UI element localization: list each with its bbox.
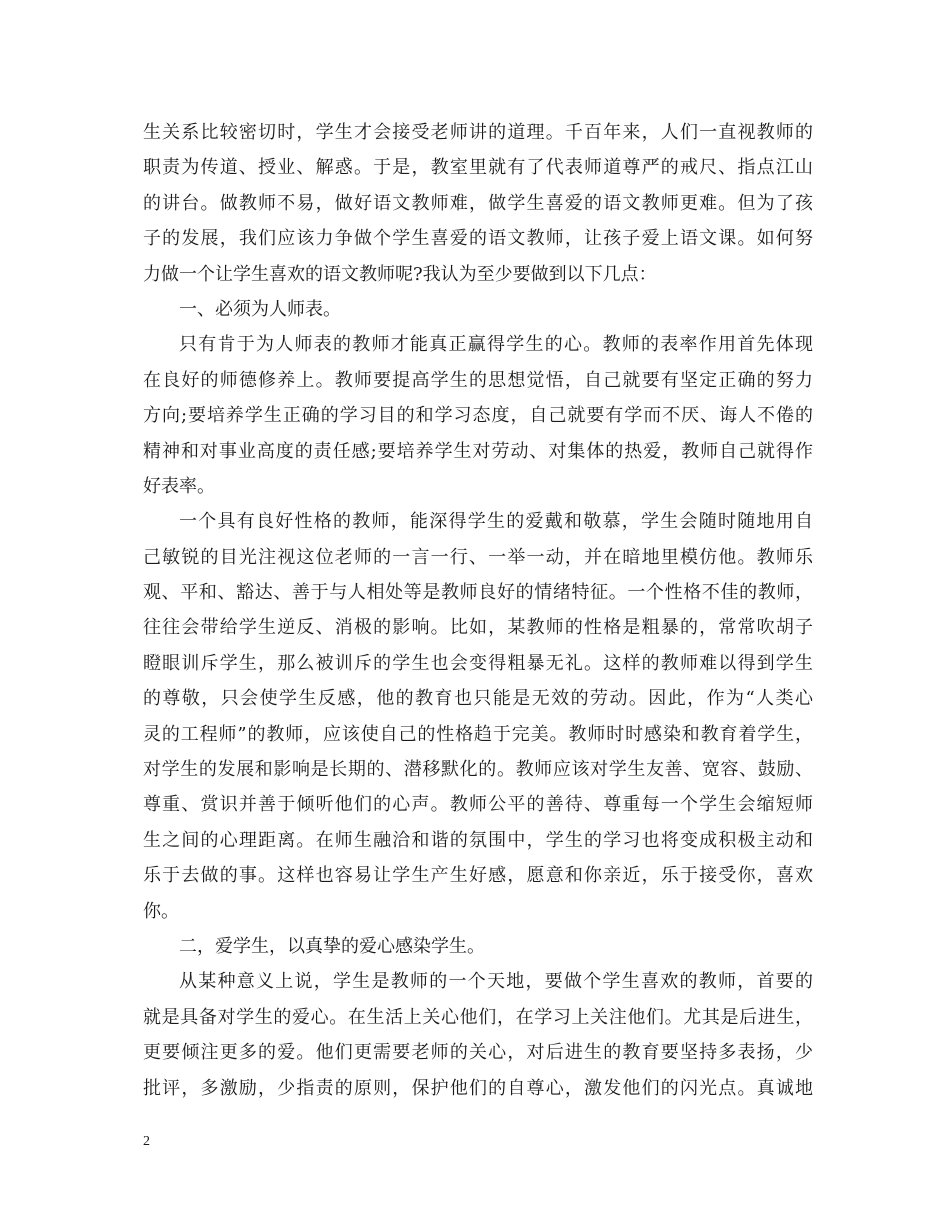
body-text — [143, 115, 813, 1106]
text-line: 只有肯于为人师表的教师才能真正赢得学生的心。教师的表率作用首先体现 — [179, 334, 813, 356]
text-line: 己敏锐的目光注视这位老师的一言一行、一举一动，并在暗地里模仿他。教师乐 — [143, 546, 813, 568]
text-line: 你。 — [143, 900, 179, 922]
text-line: 一、必须为人师表。 — [179, 298, 341, 320]
text-line: 精神和对事业高度的责任感;要培养学生对劳动、对集体的热爱，教师自己就得作 — [143, 440, 813, 462]
text-line: 的尊敬，只会使学生反感，他的教育也只能是无效的劳动。因此，作为“人类心 — [143, 688, 813, 710]
text-line: 往往会带给学生逆反、消极的影响。比如，某教师的性格是粗暴的，常常吹胡子 — [143, 617, 813, 639]
text-line: 观、平和、豁达、善于与人相处等是教师良好的情绪特征。一个性格不佳的教师， — [143, 582, 813, 604]
text-line: 力做一个让学生喜欢的语文教师呢?我认为至少要做到以下几点： — [143, 263, 657, 285]
text-line: 一个具有良好性格的教师，能深得学生的爱戴和敬慕，学生会随时随地用自 — [179, 511, 813, 533]
text-line: 生关系比较密切时，学生才会接受老师讲的道理。千百年来，人们一直视教师的 — [143, 122, 813, 143]
text-line: 二，爱学生，以真挚的爱心感染学生。 — [179, 935, 485, 957]
text-line: 就是具备对学生的爱心。在生活上关心他们，在学习上关注他们。尤其是后进生， — [143, 1006, 813, 1028]
text-line: 灵的工程师”的教师，应该使自己的性格趋于完美。教师时时感染和教育着学生， — [143, 723, 813, 745]
text-line: 从某种意义上说，学生是教师的一个天地，要做个学生喜欢的教师，首要的 — [179, 971, 813, 993]
text-line: 批评，多激励，少指责的原则，保护他们的自尊心，激发他们的闪光点。真诚地 — [143, 1077, 813, 1099]
page-number: 2 — [143, 1134, 150, 1149]
text-line: 的讲台。做教师不易，做好语文教师难，做学生喜爱的语文教师更难。但为了孩 — [143, 192, 813, 214]
text-line: 方向;要培养学生正确的学习目的和学习态度，自己就要有学而不厌、诲人不倦的 — [143, 405, 813, 427]
text-line: 对学生的发展和影响是长期的、潜移默化的。教师应该对学生友善、宽容、鼓励、 — [143, 759, 813, 781]
text-line: 在良好的师德修养上。教师要提高学生的思想觉悟，自己就要有坚定正确的努力 — [143, 369, 813, 391]
text-line: 职责为传道、授业、解惑。于是，教室里就有了代表师道尊严的戒尺、指点江山 — [143, 157, 813, 179]
text-line: 好表率。 — [143, 475, 215, 497]
text-line: 子的发展，我们应该力争做个学生喜爱的语文教师，让孩子爱上语文课。如何努 — [143, 228, 813, 250]
text-line: 瞪眼训斥学生，那么被训斥的学生也会变得粗暴无礼。这样的教师难以得到学生 — [143, 652, 813, 674]
text-line: 更要倾注更多的爱。他们更需要老师的关心，对后进生的教育要坚持多表扬，少 — [143, 1042, 813, 1064]
text-line: 生之间的心理距离。在师生融洽和谐的氛围中，学生的学习也将变成积极主动和 — [143, 829, 813, 851]
text-line: 乐于去做的事。这样也容易让学生产生好感，愿意和你亲近，乐于接受你，喜欢 — [143, 865, 813, 887]
text-line: 尊重、赏识并善于倾听他们的心声。教师公平的善待、尊重每一个学生会缩短师 — [143, 794, 813, 816]
